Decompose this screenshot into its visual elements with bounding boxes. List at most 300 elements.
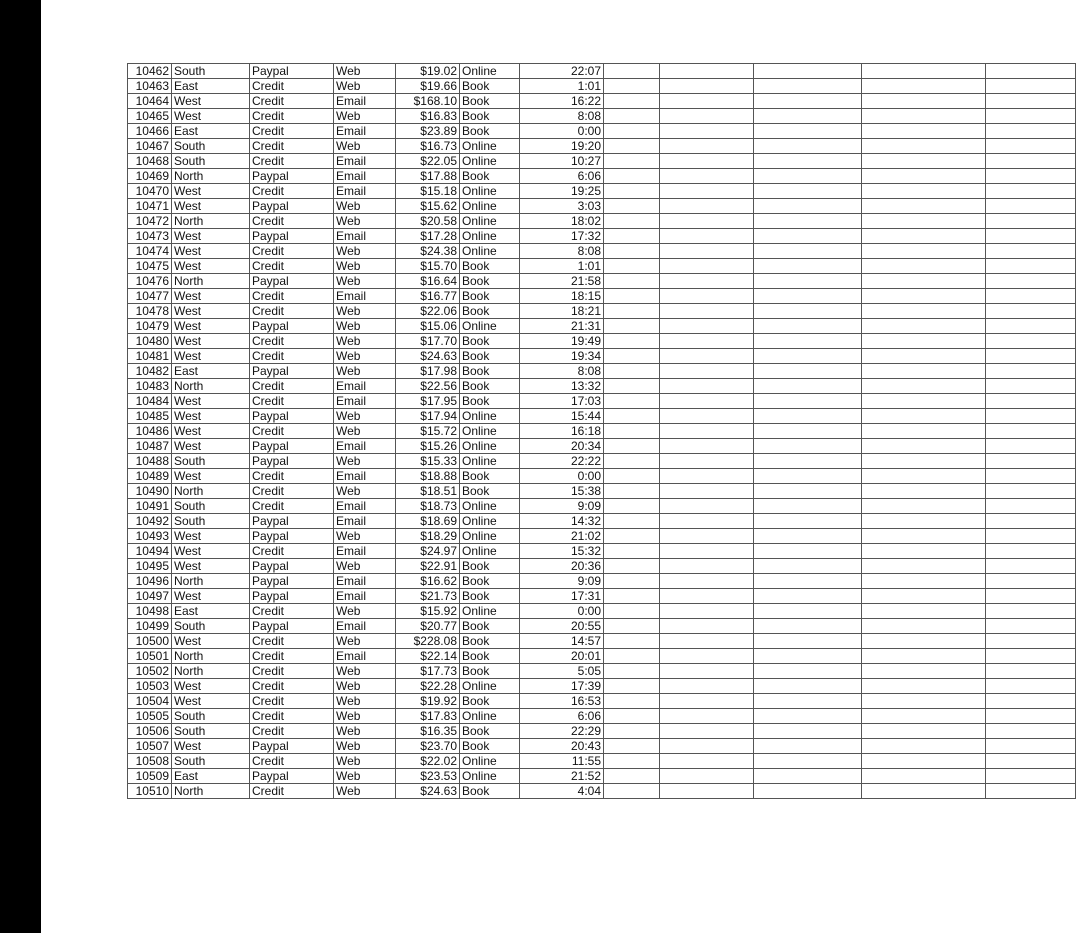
amount-cell: $19.02 [396,64,460,79]
payment-cell: Paypal [250,409,334,424]
amount-cell: $17.98 [396,364,460,379]
table-row [128,199,1076,214]
empty-cell [660,784,754,799]
empty-cell [754,619,862,634]
channel-cell: Email [334,229,396,244]
empty-cell [604,559,660,574]
region-cell: West [172,349,250,364]
amount-cell: $15.26 [396,439,460,454]
region-cell: North [172,214,250,229]
order-id-cell: 10483 [128,379,172,394]
order-id-cell: 10491 [128,499,172,514]
empty-cell [660,379,754,394]
amount-cell: $16.62 [396,574,460,589]
mode-cell: Online [460,679,520,694]
amount-cell: $15.92 [396,604,460,619]
empty-cell [604,589,660,604]
mode-cell: Online [460,769,520,784]
empty-cell [660,619,754,634]
empty-cell [862,349,986,364]
table-row [128,109,1076,124]
payment-cell: Credit [250,304,334,319]
empty-cell [862,634,986,649]
empty-cell [604,544,660,559]
amount-cell: $18.69 [396,514,460,529]
channel-cell: Web [334,454,396,469]
amount-cell: $17.94 [396,409,460,424]
empty-cell [754,424,862,439]
time-cell: 8:08 [520,244,604,259]
channel-cell: Web [334,769,396,784]
amount-cell: $18.29 [396,529,460,544]
amount-cell: $18.51 [396,484,460,499]
amount-cell: $15.62 [396,199,460,214]
region-cell: West [172,199,250,214]
amount-cell: $22.14 [396,649,460,664]
payment-cell: Credit [250,109,334,124]
empty-cell [604,154,660,169]
amount-cell: $24.97 [396,544,460,559]
order-id-cell: 10463 [128,79,172,94]
time-cell: 22:22 [520,454,604,469]
empty-cell [660,409,754,424]
mode-cell: Online [460,499,520,514]
payment-cell: Credit [250,379,334,394]
mode-cell: Book [460,619,520,634]
channel-cell: Email [334,154,396,169]
order-id-cell: 10471 [128,199,172,214]
empty-cell [604,319,660,334]
empty-cell [986,664,1076,679]
payment-cell: Paypal [250,529,334,544]
time-cell: 22:29 [520,724,604,739]
channel-cell: Web [334,244,396,259]
time-cell: 17:31 [520,589,604,604]
channel-cell: Email [334,649,396,664]
empty-cell [986,784,1076,799]
empty-cell [604,679,660,694]
empty-cell [986,529,1076,544]
empty-cell [754,454,862,469]
payment-cell: Credit [250,544,334,559]
order-id-cell: 10473 [128,229,172,244]
empty-cell [862,484,986,499]
empty-cell [862,229,986,244]
region-cell: West [172,409,250,424]
region-cell: West [172,334,250,349]
time-cell: 21:02 [520,529,604,544]
empty-cell [862,604,986,619]
channel-cell: Web [334,529,396,544]
region-cell: West [172,319,250,334]
empty-cell [604,229,660,244]
empty-cell [862,319,986,334]
empty-cell [604,184,660,199]
time-cell: 0:00 [520,604,604,619]
amount-cell: $18.88 [396,469,460,484]
order-id-cell: 10500 [128,634,172,649]
empty-cell [862,274,986,289]
amount-cell: $17.70 [396,334,460,349]
region-cell: West [172,634,250,649]
empty-cell [862,124,986,139]
mode-cell: Book [460,469,520,484]
empty-cell [754,649,862,664]
empty-cell [986,244,1076,259]
empty-cell [660,574,754,589]
region-cell: West [172,424,250,439]
empty-cell [754,214,862,229]
empty-cell [660,484,754,499]
empty-cell [754,109,862,124]
payment-cell: Credit [250,604,334,619]
amount-cell: $168.10 [396,94,460,109]
empty-cell [660,439,754,454]
channel-cell: Email [334,94,396,109]
mode-cell: Book [460,109,520,124]
mode-cell: Online [460,154,520,169]
mode-cell: Book [460,739,520,754]
empty-cell [604,619,660,634]
empty-cell [754,124,862,139]
order-id-cell: 10506 [128,724,172,739]
order-id-cell: 10486 [128,424,172,439]
empty-cell [660,769,754,784]
table-row [128,274,1076,289]
empty-cell [754,304,862,319]
region-cell: South [172,499,250,514]
time-cell: 6:06 [520,169,604,184]
region-cell: West [172,394,250,409]
empty-cell [754,664,862,679]
channel-cell: Web [334,64,396,79]
empty-cell [862,364,986,379]
empty-cell [754,289,862,304]
empty-cell [986,349,1076,364]
empty-cell [862,94,986,109]
channel-cell: Email [334,379,396,394]
empty-cell [754,169,862,184]
empty-cell [660,94,754,109]
payment-cell: Paypal [250,364,334,379]
empty-cell [660,289,754,304]
empty-cell [754,724,862,739]
order-id-cell: 10505 [128,709,172,724]
time-cell: 13:32 [520,379,604,394]
empty-cell [862,739,986,754]
empty-cell [604,334,660,349]
time-cell: 0:00 [520,469,604,484]
time-cell: 22:07 [520,64,604,79]
mode-cell: Book [460,274,520,289]
empty-cell [862,649,986,664]
empty-cell [986,304,1076,319]
region-cell: West [172,109,250,124]
payment-cell: Credit [250,94,334,109]
region-cell: South [172,724,250,739]
payment-cell: Credit [250,679,334,694]
table-row [128,784,1076,799]
channel-cell: Web [334,754,396,769]
table-row [128,184,1076,199]
empty-cell [986,259,1076,274]
channel-cell: Web [334,334,396,349]
empty-cell [660,394,754,409]
channel-cell: Web [334,724,396,739]
amount-cell: $16.73 [396,139,460,154]
empty-cell [604,424,660,439]
region-cell: North [172,274,250,289]
order-id-cell: 10508 [128,754,172,769]
empty-cell [862,214,986,229]
table-row [128,694,1076,709]
time-cell: 17:03 [520,394,604,409]
amount-cell: $24.63 [396,349,460,364]
payment-cell: Credit [250,259,334,274]
empty-cell [862,424,986,439]
empty-cell [604,604,660,619]
time-cell: 1:01 [520,259,604,274]
mode-cell: Book [460,694,520,709]
empty-cell [660,604,754,619]
amount-cell: $18.73 [396,499,460,514]
payment-cell: Credit [250,334,334,349]
region-cell: South [172,454,250,469]
empty-cell [660,154,754,169]
empty-cell [604,634,660,649]
empty-cell [862,154,986,169]
order-id-cell: 10497 [128,589,172,604]
empty-cell [862,79,986,94]
time-cell: 18:21 [520,304,604,319]
empty-cell [604,574,660,589]
channel-cell: Web [334,694,396,709]
empty-cell [862,679,986,694]
spreadsheet-printout [127,63,1076,799]
empty-cell [754,394,862,409]
empty-cell [660,739,754,754]
channel-cell: Web [334,664,396,679]
empty-cell [754,349,862,364]
mode-cell: Book [460,649,520,664]
table-row [128,724,1076,739]
region-cell: West [172,259,250,274]
time-cell: 9:09 [520,499,604,514]
amount-cell: $19.66 [396,79,460,94]
empty-cell [604,124,660,139]
mode-cell: Book [460,484,520,499]
empty-cell [660,709,754,724]
mode-cell: Online [460,199,520,214]
empty-cell [862,754,986,769]
table-row [128,244,1076,259]
payment-cell: Paypal [250,514,334,529]
table-row [128,499,1076,514]
empty-cell [660,199,754,214]
empty-cell [660,349,754,364]
payment-cell: Credit [250,724,334,739]
region-cell: North [172,379,250,394]
empty-cell [862,469,986,484]
payment-cell: Paypal [250,454,334,469]
mode-cell: Online [460,244,520,259]
time-cell: 3:03 [520,199,604,214]
empty-cell [986,289,1076,304]
table-row [128,349,1076,364]
empty-cell [862,169,986,184]
empty-cell [986,469,1076,484]
empty-cell [660,109,754,124]
empty-cell [986,589,1076,604]
payment-cell: Credit [250,289,334,304]
amount-cell: $24.38 [396,244,460,259]
order-id-cell: 10495 [128,559,172,574]
payment-cell: Paypal [250,274,334,289]
channel-cell: Web [334,79,396,94]
empty-cell [986,319,1076,334]
order-id-cell: 10496 [128,574,172,589]
empty-cell [660,319,754,334]
amount-cell: $17.88 [396,169,460,184]
channel-cell: Web [334,604,396,619]
empty-cell [660,529,754,544]
mode-cell: Online [460,424,520,439]
empty-cell [754,769,862,784]
time-cell: 8:08 [520,364,604,379]
amount-cell: $15.70 [396,259,460,274]
payment-cell: Paypal [250,619,334,634]
table-row [128,139,1076,154]
time-cell: 15:38 [520,484,604,499]
order-id-cell: 10494 [128,544,172,559]
empty-cell [754,529,862,544]
empty-cell [754,604,862,619]
empty-cell [986,604,1076,619]
time-cell: 19:25 [520,184,604,199]
empty-cell [862,394,986,409]
empty-cell [862,544,986,559]
empty-cell [660,514,754,529]
left-black-margin [0,0,41,933]
empty-cell [754,364,862,379]
amount-cell: $22.91 [396,559,460,574]
empty-cell [660,364,754,379]
empty-cell [754,739,862,754]
empty-cell [862,619,986,634]
amount-cell: $228.08 [396,634,460,649]
empty-cell [862,439,986,454]
empty-cell [862,529,986,544]
empty-cell [604,439,660,454]
empty-cell [986,274,1076,289]
time-cell: 0:00 [520,124,604,139]
empty-cell [604,664,660,679]
empty-cell [862,499,986,514]
empty-cell [986,424,1076,439]
empty-cell [862,184,986,199]
amount-cell: $16.35 [396,724,460,739]
order-id-cell: 10487 [128,439,172,454]
empty-cell [862,199,986,214]
empty-cell [604,724,660,739]
empty-cell [660,274,754,289]
empty-cell [604,739,660,754]
table-row [128,154,1076,169]
empty-cell [754,199,862,214]
channel-cell: Email [334,124,396,139]
payment-cell: Credit [250,469,334,484]
empty-cell [660,544,754,559]
region-cell: East [172,364,250,379]
channel-cell: Web [334,424,396,439]
region-cell: North [172,664,250,679]
amount-cell: $23.70 [396,739,460,754]
payment-cell: Paypal [250,439,334,454]
payment-cell: Paypal [250,229,334,244]
channel-cell: Web [334,259,396,274]
order-id-cell: 10479 [128,319,172,334]
amount-cell: $17.95 [396,394,460,409]
order-id-cell: 10504 [128,694,172,709]
time-cell: 6:06 [520,709,604,724]
amount-cell: $22.28 [396,679,460,694]
mode-cell: Book [460,634,520,649]
empty-cell [862,664,986,679]
order-id-cell: 10489 [128,469,172,484]
table-row [128,169,1076,184]
order-id-cell: 10468 [128,154,172,169]
empty-cell [986,154,1076,169]
payment-cell: Credit [250,484,334,499]
empty-cell [604,514,660,529]
channel-cell: Web [334,739,396,754]
order-id-cell: 10488 [128,454,172,469]
region-cell: West [172,469,250,484]
order-id-cell: 10507 [128,739,172,754]
region-cell: South [172,754,250,769]
region-cell: East [172,769,250,784]
empty-cell [604,649,660,664]
empty-cell [660,634,754,649]
payment-cell: Credit [250,124,334,139]
empty-cell [986,229,1076,244]
region-cell: North [172,484,250,499]
order-id-cell: 10467 [128,139,172,154]
empty-cell [986,499,1076,514]
region-cell: West [172,289,250,304]
mode-cell: Online [460,214,520,229]
table-row [128,289,1076,304]
order-id-cell: 10482 [128,364,172,379]
empty-cell [660,334,754,349]
amount-cell: $15.06 [396,319,460,334]
time-cell: 21:58 [520,274,604,289]
empty-cell [754,229,862,244]
table-row [128,394,1076,409]
empty-cell [754,79,862,94]
table-row [128,484,1076,499]
empty-cell [660,679,754,694]
empty-cell [754,244,862,259]
payment-cell: Credit [250,694,334,709]
table-row [128,124,1076,139]
table-row [128,589,1076,604]
time-cell: 20:01 [520,649,604,664]
order-id-cell: 10462 [128,64,172,79]
mode-cell: Online [460,184,520,199]
region-cell: East [172,604,250,619]
empty-cell [862,454,986,469]
